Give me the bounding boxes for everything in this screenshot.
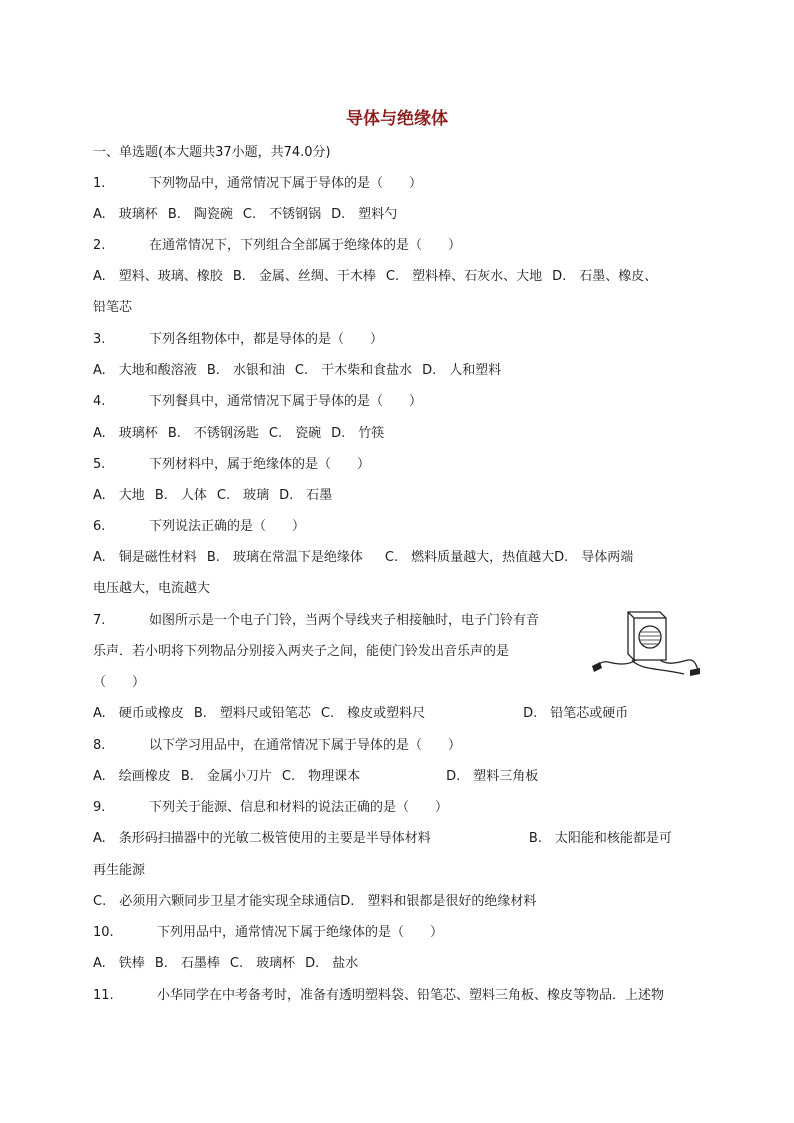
question-6 bbox=[93, 518, 305, 536]
option-d: D. 导体两端 bbox=[554, 550, 634, 565]
question-2-options bbox=[93, 268, 657, 286]
question-1-options bbox=[93, 206, 397, 224]
option-b: B. 陶瓷碗 bbox=[167, 207, 233, 222]
question-7-stem-line-3: （ ） bbox=[93, 675, 146, 690]
option-c: C. 不锈钢锅 bbox=[242, 207, 322, 222]
question-number: 1. bbox=[93, 176, 106, 191]
option-b: B. 塑料尺或铅笔芯 bbox=[193, 706, 311, 721]
option-a: A. 硬币或橡皮 bbox=[93, 706, 184, 721]
option-a: A. 塑料、玻璃、橡胶 bbox=[93, 269, 223, 284]
option-d: D. 塑料勺 bbox=[331, 207, 398, 222]
question-9-options-2 bbox=[93, 893, 536, 911]
question-number: 8. bbox=[93, 738, 106, 753]
question-number: 3. bbox=[93, 332, 106, 347]
question-8-options bbox=[93, 768, 538, 786]
option-c: C. 瓷碗 bbox=[268, 426, 322, 441]
option-b: B. 石墨棒 bbox=[154, 956, 220, 971]
question-stem: 下列材料中，属于绝缘体的是（ ） bbox=[149, 457, 371, 472]
question-6-option-wrap: 电压越大，电流越大 bbox=[93, 581, 211, 596]
option-a: A. 玻璃杯 bbox=[93, 426, 158, 441]
option-d: D. 塑料和银都是很好的绝缘材料 bbox=[340, 894, 537, 909]
question-stem: 以下学习用品中，在通常情况下属于导体的是（ ） bbox=[149, 738, 462, 753]
option-a: A. 铁棒 bbox=[93, 956, 145, 971]
option-d: D. 塑料三角板 bbox=[446, 769, 539, 784]
option-a: A. 绘画橡皮 bbox=[93, 769, 171, 784]
question-5-options bbox=[93, 487, 332, 505]
question-stem: 下列关于能源、信息和材料的说法正确的是（ ） bbox=[149, 800, 449, 815]
question-7-options bbox=[93, 705, 628, 723]
option-b: B. 金属小刀片 bbox=[180, 769, 272, 784]
question-10-options bbox=[93, 955, 358, 973]
option-c: C. 必须用六颗同步卫星才能实现全球通信 bbox=[93, 894, 341, 909]
question-7-stem-line-2: 乐声．若小明将下列物品分别接入两夹子之间，能使门铃发出音乐声的是 bbox=[93, 644, 510, 659]
question-4-options bbox=[93, 425, 384, 443]
question-stem: 下列用品中，通常情况下属于绝缘体的是（ ） bbox=[157, 925, 444, 940]
question-stem: 小华同学在中考备考时，准备有透明塑料袋、铅笔芯、塑料三角板、橡皮等物品．上述物 bbox=[157, 988, 665, 1003]
question-9-option-wrap: 再生能源 bbox=[93, 863, 146, 878]
option-c: C. 橡皮或塑料尺 bbox=[320, 706, 426, 721]
option-c: C. 物理课本 bbox=[281, 769, 361, 784]
question-1 bbox=[93, 175, 422, 193]
question-stem: 下列说法正确的是（ ） bbox=[149, 519, 306, 534]
question-4 bbox=[93, 393, 422, 411]
question-7 bbox=[93, 612, 539, 630]
question-number: 5. bbox=[93, 457, 106, 472]
option-a: A. 玻璃杯 bbox=[93, 207, 158, 222]
question-8 bbox=[93, 737, 461, 755]
option-d: D. 盐水 bbox=[305, 956, 359, 971]
question-number: 6. bbox=[93, 519, 106, 534]
question-9-options-1 bbox=[93, 830, 672, 848]
option-a: A. 铜是磁性材料 bbox=[93, 550, 197, 565]
option-a: A. 大地 bbox=[93, 488, 145, 503]
option-d: D. 铅笔芯或硬币 bbox=[523, 706, 629, 721]
question-9 bbox=[93, 799, 448, 817]
option-c: C. 塑料棒、石灰水、大地 bbox=[385, 269, 543, 284]
option-d: D. 竹筷 bbox=[331, 426, 385, 441]
option-c: C. 干木柴和食盐水 bbox=[294, 363, 413, 378]
option-b: B. 不锈钢汤匙 bbox=[167, 426, 259, 441]
question-2 bbox=[93, 237, 461, 255]
question-number: 11. bbox=[93, 988, 114, 1003]
question-3 bbox=[93, 331, 383, 349]
option-c: C. 玻璃杯 bbox=[229, 956, 296, 971]
question-number: 7. bbox=[93, 613, 106, 628]
question-5 bbox=[93, 456, 370, 474]
option-a: A. 大地和酸溶液 bbox=[93, 363, 197, 378]
question-10 bbox=[93, 924, 443, 942]
question-stem: 在通常情况下，下列组合全部属于绝缘体的是（ ） bbox=[149, 238, 462, 253]
option-a: A. 条形码扫描器中的光敏二极管使用的主要是半导体材料 bbox=[93, 831, 431, 846]
question-2-option-wrap: 铅笔芯 bbox=[93, 300, 133, 315]
question-stem: 如图所示是一个电子门铃，当两个导线夹子相接触时，电子门铃有音 bbox=[149, 613, 540, 628]
doorbell-figure bbox=[588, 604, 702, 684]
option-c: C. 玻璃 bbox=[216, 488, 270, 503]
question-stem: 下列物品中，通常情况下属于导体的是（ ） bbox=[149, 176, 423, 191]
option-b: B. 金属、丝绸、干木棒 bbox=[232, 269, 376, 284]
question-number: 2. bbox=[93, 238, 106, 253]
question-11 bbox=[93, 987, 664, 1005]
option-d: D. 石墨 bbox=[279, 488, 333, 503]
option-d: D. 人和塑料 bbox=[422, 363, 502, 378]
option-b: B. 人体 bbox=[154, 488, 207, 503]
option-d: D. 石墨、橡皮、 bbox=[552, 269, 658, 284]
option-c: C. 燃料质量越大，热值越大 bbox=[384, 550, 555, 565]
option-b: B. 太阳能和核能都是可 bbox=[528, 831, 672, 846]
question-stem: 下列餐具中，通常情况下属于导体的是（ ） bbox=[149, 394, 423, 409]
section-heading: 一、单选题(本大题共37小题，共74.0分) bbox=[93, 145, 331, 160]
page-title: 导体与绝缘体 bbox=[346, 109, 448, 129]
question-stem: 下列各组物体中，都是导体的是（ ） bbox=[149, 332, 384, 347]
option-b: B. 水银和油 bbox=[206, 363, 285, 378]
question-3-options bbox=[93, 362, 501, 380]
question-6-options bbox=[93, 549, 633, 567]
question-number: 9. bbox=[93, 800, 106, 815]
option-b: B. 玻璃在常温下是绝缘体 bbox=[206, 550, 363, 565]
question-number: 10. bbox=[93, 925, 114, 940]
question-number: 4. bbox=[93, 394, 106, 409]
